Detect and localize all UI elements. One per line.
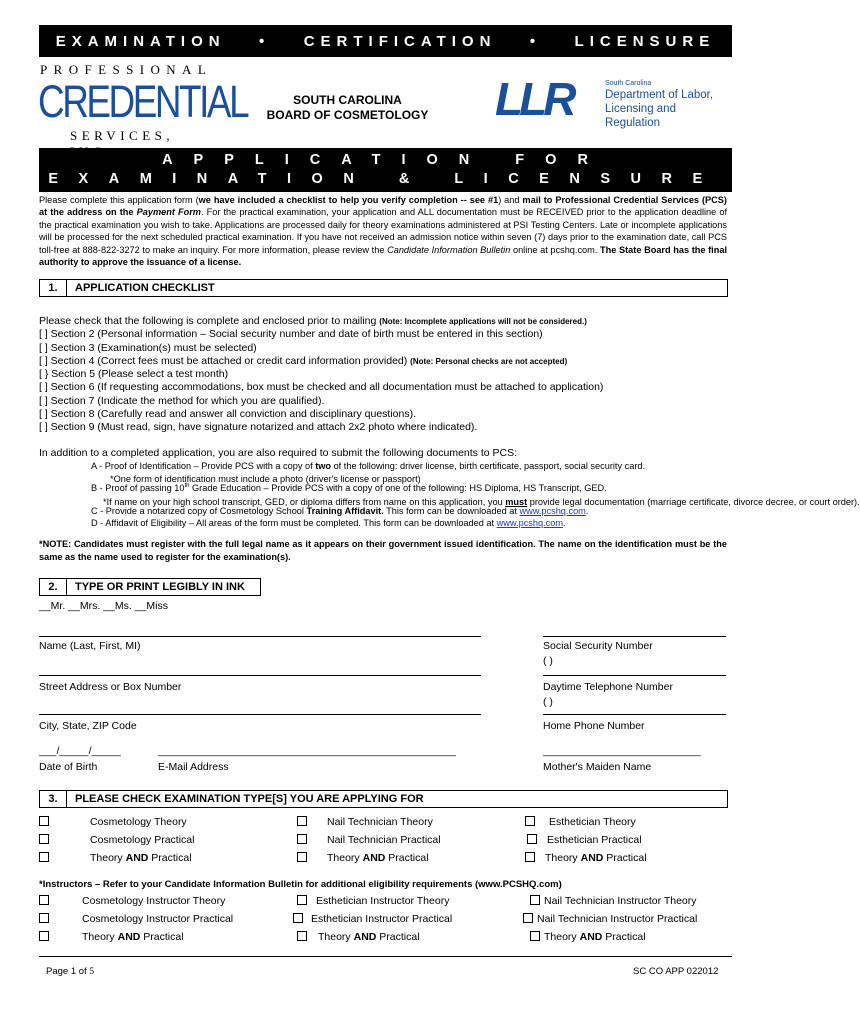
checklist-lead [39,315,603,328]
exam-option[interactable] [525,816,535,828]
instructor-option[interactable] [39,931,49,943]
exam-option[interactable] [297,816,307,828]
title-options[interactable]: __Mr. __Mrs. __Ms. __Miss [39,600,168,612]
checklist-item-note: (Note: Personal checks are not accepted) [410,356,568,366]
exam-option[interactable] [527,834,537,846]
checklist-item[interactable]: [ ] Section 6 (If requesting accommodations, box must be checked and all documentation must be attached to application) [39,381,604,394]
banner-word-certification: CERTIFICATION [303,32,497,50]
street-label: Street Address or Box Number [39,681,182,693]
title-line1: APPLICATION FOR [162,152,609,168]
banner-bullet: • [529,32,542,50]
home-phone-label: Home Phone Number [543,720,645,732]
doc-text: A - Proof of Identification – Provide PCS with a copy of [91,461,316,471]
docs-lead: In addition to a completed application, you are also required to submit the following documents to PCS: [39,447,518,459]
home-phone-line[interactable] [543,714,726,715]
section-1-header [39,279,728,297]
exam-text: Theory [544,931,580,943]
section-label: TYPE OR PRINT LEGIBLY IN INK [75,581,245,593]
banner-word-examination: EXAMINATION [55,32,226,50]
exam-text: Practical [385,852,429,864]
doc-sup: th [184,483,190,489]
footer-rule [39,956,732,957]
checklist-item[interactable]: [ ] Section 7 (Indicate the method for which you are qualified). [39,394,325,407]
instructor-label: Nail Technician Instructor Practical [537,913,698,925]
doc-note-bold: must [505,497,528,507]
doc-bold: Training Affidavit. [306,506,384,516]
exam-and: AND [579,931,603,943]
doc-text: B - Proof of passing 10 [91,483,185,494]
pcs-logo-line1: PROFESSIONAL [40,62,213,77]
instructor-option[interactable] [297,931,307,943]
doc-note-text: *If name on your high school transcript, GED, or diploma differs from name on this application, you [103,497,506,507]
doc-text: . [585,506,589,516]
exam-text: Theory [82,931,118,943]
checklist-item[interactable] [39,355,603,368]
exam-text: Theory [545,852,581,864]
exam-label [545,852,647,864]
exam-label: Nail Technician Practical [327,834,441,846]
intro-text: ) and [498,195,523,205]
exam-and: AND [125,852,149,864]
checkbox[interactable] [293,913,303,923]
checklist-item[interactable]: [ ] Section 3 (Examination(s) must be selected) [39,341,257,354]
section-label: APPLICATION CHECKLIST [75,282,215,294]
exam-text: Practical [140,931,184,943]
exam-option[interactable] [525,852,535,864]
city-label: City, State, ZIP Code [39,720,137,732]
city-line[interactable] [39,714,481,715]
exam-label [90,852,192,864]
instructor-label: Esthetician Instructor Practical [311,913,453,925]
maiden-blank[interactable]: ___________________________ [543,745,701,757]
exam-and: AND [117,931,141,943]
doc-text: This form can be downloaded at [383,506,520,516]
dob-blank[interactable]: ___/_____/_____ [39,745,121,757]
board-state: SOUTH CAROLINA [293,93,402,107]
checkbox[interactable] [525,852,535,862]
llr-logo [495,72,725,129]
instructor-option[interactable] [39,913,49,925]
email-label: E-Mail Address [158,761,229,773]
doc-bold: two [315,461,332,471]
checkbox[interactable] [39,895,49,905]
checklist-lead-text: Please check that the following is complete and enclosed prior to mailing [39,315,380,327]
checkbox[interactable] [39,816,49,826]
checkbox[interactable] [525,816,535,826]
instructor-label: Esthetician Instructor Theory [316,895,450,907]
exam-text: Practical [148,852,192,864]
exam-option[interactable] [297,852,307,864]
day-phone-paren: ( ) [543,696,553,708]
board-heading [240,93,455,123]
exam-text: Practical [376,931,420,943]
checkbox[interactable] [297,816,307,826]
maiden-label: Mother's Maiden Name [543,761,652,773]
instructor-label [82,931,184,943]
llr-logo-text [605,80,725,130]
pcs-link[interactable]: www.pcshq.com [519,506,586,516]
doc-b [91,483,607,493]
checklist [39,315,603,435]
pcs-link[interactable]: www.pcshq.com [496,518,564,528]
exam-text: Theory [318,931,354,943]
intro-text: . For the practical examination, your application and ALL documentation must be RECEIVED prior to the application deadline of the practical examination you wish to take. Applications are processed daily for theory examinations administered at PSI Testing Centers. Late or incomplete applications will be processed for the next scheduled practical examination. If you have not received an admission notice within seven (7) days prior to the examination date, call PCS toll-free at 888-822-3272 to make an inquiry. For more information, please review the [39,207,727,255]
section-2-header [39,578,261,596]
instructor-label: Cosmetology Instructor Theory [82,895,226,907]
exam-text: Theory [327,852,363,864]
intro-bold: we have included a checklist to help you verify completion -- see #1 [198,195,499,205]
pcs-logo [38,62,248,144]
checklist-item[interactable]: [ ] Section 9 (Must read, sign, have signature notarized and attach 2x2 photo where indicated). [39,421,478,434]
top-banner [39,25,732,57]
email-blank[interactable]: ___________________________________________________ [158,745,456,757]
exam-label: Esthetician Theory [549,816,636,828]
checkbox[interactable] [523,913,533,923]
section-number: 2. [40,579,67,595]
checkbox[interactable] [527,834,537,844]
doc-a [91,461,645,471]
llr-logo-mark: LLR [495,73,573,125]
section-number: 1. [40,280,67,296]
exam-label: Esthetician Practical [547,834,642,846]
banner-bullet: • [259,32,271,50]
ssn-label: Social Security Number [543,640,653,652]
checkbox[interactable] [530,895,540,905]
exam-option[interactable] [39,816,49,828]
exam-and: AND [362,852,386,864]
checklist-item-text: [ ] Section 4 (Correct fees must be attached or credit card information provided) [39,354,411,367]
doc-c [91,506,588,516]
intro-bold: mail to Professional Credential Services (PCS) at the address on the [39,195,727,218]
instructor-label: Nail Technician Instructor Theory [544,895,697,907]
intro-paragraph [39,194,727,268]
instructor-option[interactable] [293,913,303,925]
section-number: 3. [40,791,67,807]
exam-option[interactable] [39,852,49,864]
checkbox[interactable] [297,852,307,862]
intro-text: Please complete this application form ( [39,195,199,205]
doc-d [91,518,566,528]
checkbox[interactable] [39,913,49,923]
doc-text: of the following: driver license, birth certificate, passport, social security card. [331,461,646,471]
exam-label: Cosmetology Practical [90,834,195,846]
instructors-note: *Instructors – Refer to your Candidate Information Bulletin for additional eligibility requirements (www.PCSHQ.com) [39,879,562,890]
dob-label: Date of Birth [39,761,98,773]
checkbox[interactable] [530,931,540,941]
section-label: PLEASE CHECK EXAMINATION TYPE[S] YOU ARE APPLYING FOR [75,793,424,805]
day-phone-line[interactable] [543,675,726,676]
title-line2: EXAMINATION & LICENSURE [48,171,723,187]
doc-text: D - Affidavit of Eligibility – All areas of the form must be completed. This form can be downloaded at [91,518,497,528]
doc-a-note: *One form of identification must include a photo (driver's license or passport) [110,474,421,484]
checkbox[interactable] [297,834,307,844]
exam-option[interactable] [39,834,49,846]
intro-bold: The State Board has the final authority to approve the issuance of a license. [39,244,728,268]
doc-text: C - Provide a notarized copy of Cosmetology School [91,506,307,516]
checkbox[interactable] [39,931,49,941]
doc-text: Grade Education – Provide PCS with a copy of one of the following: HS Diploma, HS Transcript, GED. [189,483,607,494]
checklist-item[interactable]: [ ] Section 2 (Personal information – Social security number and date of birth must be entered in this section) [39,328,543,341]
street-line[interactable] [39,675,481,676]
checkbox[interactable] [297,895,307,905]
instructor-option[interactable] [39,895,49,907]
checkbox[interactable] [297,931,307,941]
instructor-option[interactable] [530,931,540,943]
doc-note-text: provide legal documentation (marriage certificate, divorce decree, or court order). [527,497,860,507]
llr-logo-line1: Department of Labor, [605,89,714,101]
checkbox[interactable] [39,852,49,862]
exam-text: Theory [90,852,126,864]
llr-logo-line2: Licensing and Regulation [605,103,676,129]
instructor-label [318,931,420,943]
intro-italic: Candidate Information Bulletin [387,244,511,255]
instructor-label: Cosmetology Instructor Practical [82,913,234,925]
exam-and: AND [580,852,604,864]
page-number [46,966,94,977]
checklist-item[interactable]: [ } Section 5 (Please select a test month) [39,368,229,381]
instructor-option[interactable] [523,913,533,925]
day-phone-label: Daytime Telephone Number [543,681,673,693]
checklist-item[interactable]: [ ] Section 8 (Carefully read and answer all conviction and disciplinary questions). [39,408,417,421]
page-total: 5 [89,967,95,977]
exam-text: Practical [602,931,646,943]
ssn-paren: ( ) [543,655,553,667]
instructor-label [544,931,646,943]
llr-logo-small: South Carolina [605,80,652,87]
title-band [39,148,732,192]
name-line[interactable] [39,636,481,637]
name-label: Name (Last, First, MI) [39,640,141,652]
checkbox[interactable] [39,834,49,844]
exam-text: Practical [603,852,647,864]
section-3-header [39,790,728,808]
exam-and: AND [353,931,377,943]
instructor-option[interactable] [530,895,540,907]
pcs-logo-line3: SERVICES, [70,128,175,143]
ssn-line[interactable] [543,636,726,637]
checklist-lead-note: (Note: Incomplete applications will not be considered.) [379,317,587,326]
form-code: SC CO APP 022012 [633,966,719,977]
page-text: Page 1 of [46,966,90,977]
exam-label: Cosmetology Theory [90,816,187,828]
banner-word-licensure: LICENSURE [574,32,716,50]
exam-option[interactable] [297,834,307,846]
intro-bold-italic: Payment Form [136,207,201,218]
intro-text: online at pcshq.com. [510,244,601,255]
legal-name-note: *NOTE: Candidates must register with the full legal name as it appears on their government issued identification. The name on the identification must be the same as the name used to register for the examination(s). [39,539,727,562]
board-name: BOARD OF COSMETOLOGY [266,108,429,122]
exam-label [327,852,429,864]
pcs-logo-line2: CREDENTIAL [38,76,248,127]
instructor-option[interactable] [297,895,307,907]
doc-text: . [563,518,566,528]
exam-label: Nail Technician Theory [327,816,433,828]
